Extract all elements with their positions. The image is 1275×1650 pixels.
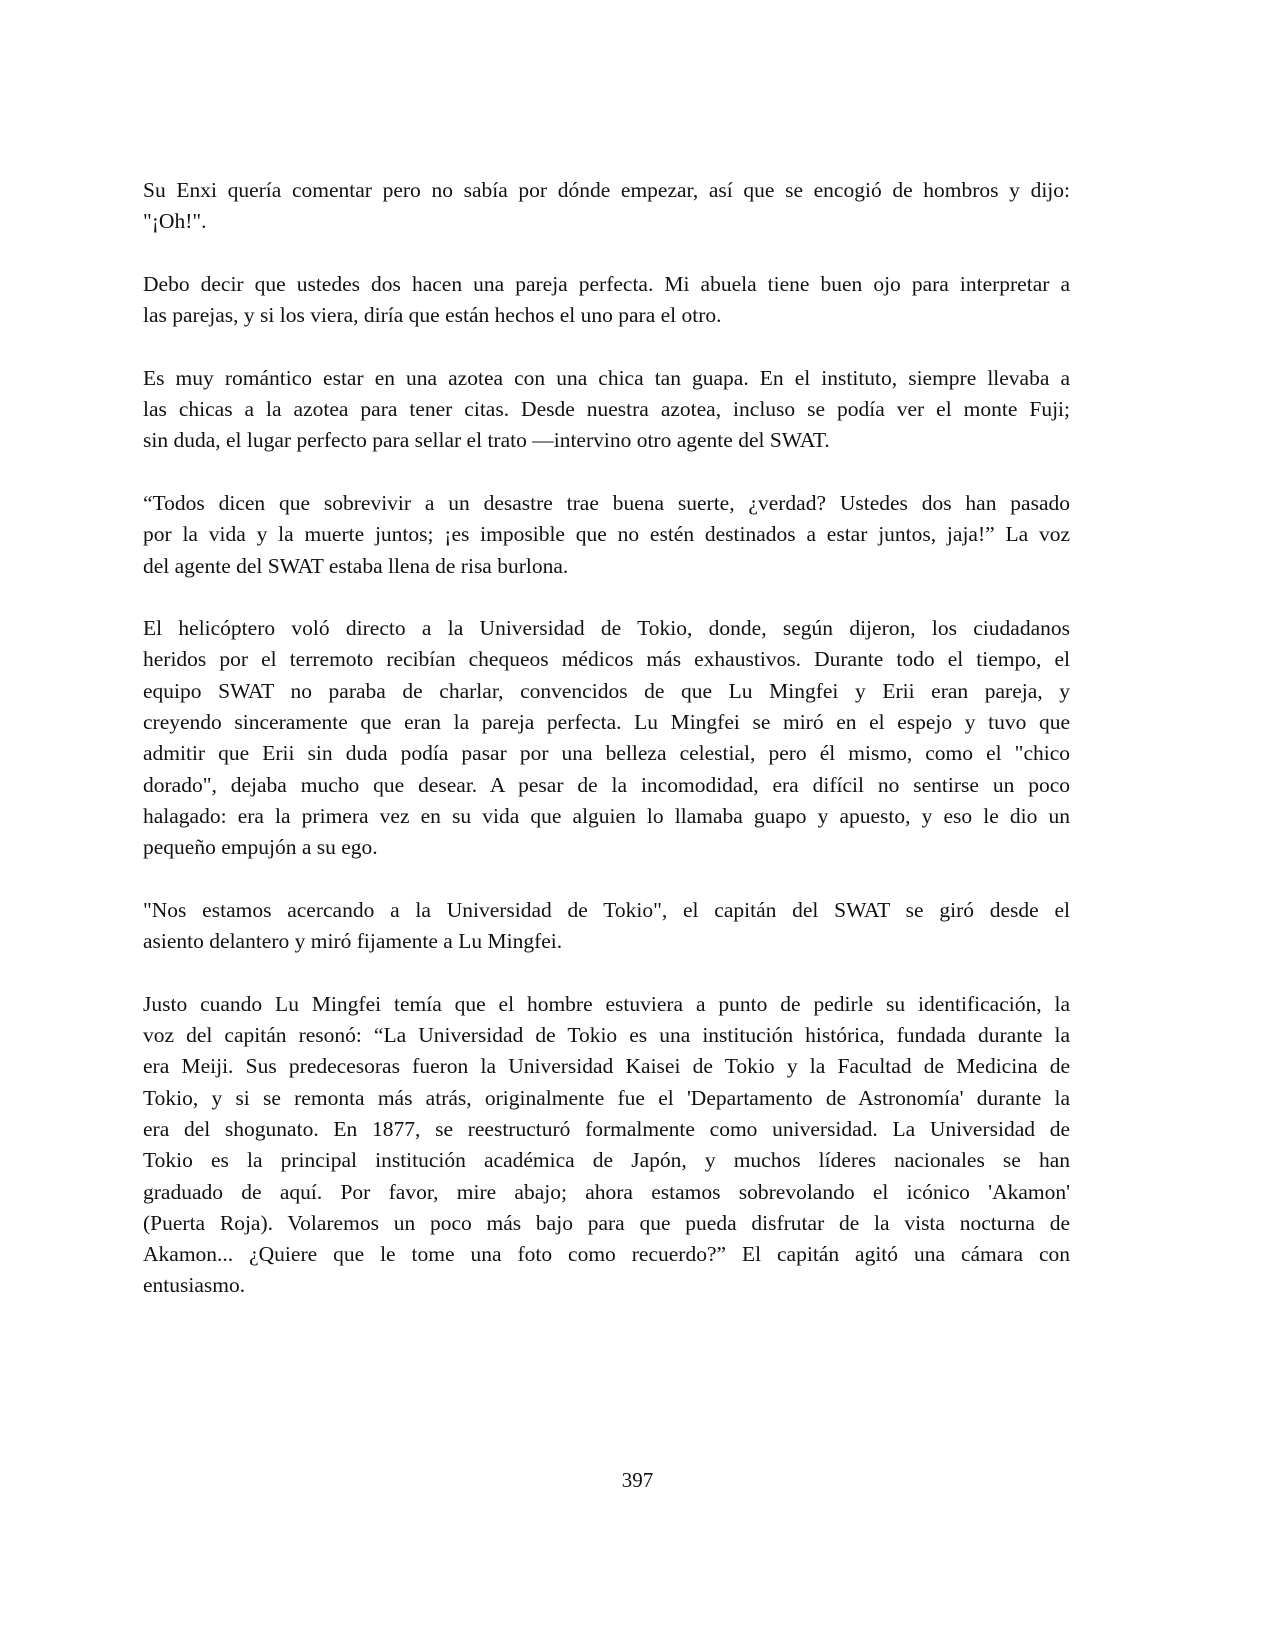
text-line: Tokio es la principal institución académica de Japón, y muchos líderes nacionales se han (143, 1148, 1070, 1173)
text-line: "¡Oh!". (143, 209, 207, 234)
paragraph (143, 363, 1070, 457)
body-text (143, 175, 1070, 1333)
text-line: voz del capitán resonó: “La Universidad de Tokio es una institución histórica, fundada durante la (143, 1023, 1070, 1048)
text-line: las chicas a la azotea para tener citas. Desde nuestra azotea, incluso se podía ver el monte Fuji; (143, 397, 1070, 422)
text-line: creyendo sinceramente que eran la pareja perfecta. Lu Mingfei se miró en el espejo y tuvo que (143, 710, 1070, 735)
paragraph (143, 488, 1070, 582)
text-line: era del shogunato. En 1877, se reestructuró formalmente como universidad. La Universidad de (143, 1116, 1070, 1141)
text-line: Es muy romántico estar en una azotea con una chica tan guapa. En el instituto, siempre llevaba a (143, 365, 1070, 390)
text-line: Debo decir que ustedes dos hacen una pareja perfecta. Mi abuela tiene buen ojo para interpretar a (143, 271, 1070, 296)
text-line: "Nos estamos acercando a la Universidad de Tokio", el capitán del SWAT se giró desde el (143, 897, 1070, 922)
text-line: El helicóptero voló directo a la Universidad de Tokio, donde, según dijeron, los ciudadanos (143, 616, 1070, 641)
text-line: por la vida y la muerte juntos; ¡es imposible que no estén destinados a estar juntos, jaja!” La voz (143, 522, 1070, 547)
page-number: 397 (621, 1468, 654, 1492)
text-line: heridos por el terremoto recibían chequeos médicos más exhaustivos. Durante todo el tiempo, el (143, 647, 1070, 672)
text-line: asiento delantero y miró fijamente a Lu Mingfei. (143, 929, 563, 954)
paragraph (143, 613, 1070, 863)
text-line: equipo SWAT no paraba de charlar, convencidos de que Lu Mingfei y Erii eran pareja, y (143, 678, 1070, 703)
text-line: pequeño empujón a su ego. (143, 835, 378, 860)
paragraph (143, 895, 1070, 958)
text-line: del agente del SWAT estaba llena de risa burlona. (143, 553, 569, 578)
text-line: las parejas, y si los viera, diría que están hechos el uno para el otro. (143, 303, 722, 328)
text-line: Su Enxi quería comentar pero no sabía por dónde empezar, así que se encogió de hombros y dijo: (143, 178, 1070, 202)
text-line: Justo cuando Lu Mingfei temía que el hombre estuviera a punto de pedirle su identificación, la (143, 991, 1070, 1016)
text-line: halagado: era la primera vez en su vida que alguien lo llamaba guapo y apuesto, y eso le dio un (143, 803, 1070, 828)
text-line: dorado", dejaba mucho que desear. A pesar de la incomodidad, era difícil no sentirse un poco (143, 772, 1070, 797)
paragraph (143, 989, 1070, 1302)
text-line: Akamon... ¿Quiere que le tome una foto como recuerdo?” El capitán agitó una cámara con (143, 1242, 1070, 1267)
paragraph (143, 175, 1070, 238)
text-line: entusiasmo. (143, 1273, 246, 1298)
paragraph (143, 269, 1070, 332)
text-line: Tokio, y si se remonta más atrás, originalmente fue el 'Departamento de Astronomía' durante la (143, 1085, 1070, 1110)
text-line: sin duda, el lugar perfecto para sellar el trato —intervino otro agente del SWAT. (143, 428, 830, 453)
text-line: (Puerta Roja). Volaremos un poco más bajo para que pueda disfrutar de la vista nocturna de (143, 1210, 1070, 1235)
text-line: “Todos dicen que sobrevivir a un desastre trae buena suerte, ¿verdad? Ustedes dos han pasado (143, 490, 1070, 515)
text-line: admitir que Erii sin duda podía pasar por una belleza celestial, pero él mismo, como el "chico (143, 741, 1070, 766)
text-line: graduado de aquí. Por favor, mire abajo; ahora estamos sobrevolando el icónico 'Akamon' (143, 1179, 1070, 1204)
text-line: era Meiji. Sus predecesoras fueron la Universidad Kaisei de Tokio y la Facultad de Medicina de (143, 1054, 1070, 1079)
